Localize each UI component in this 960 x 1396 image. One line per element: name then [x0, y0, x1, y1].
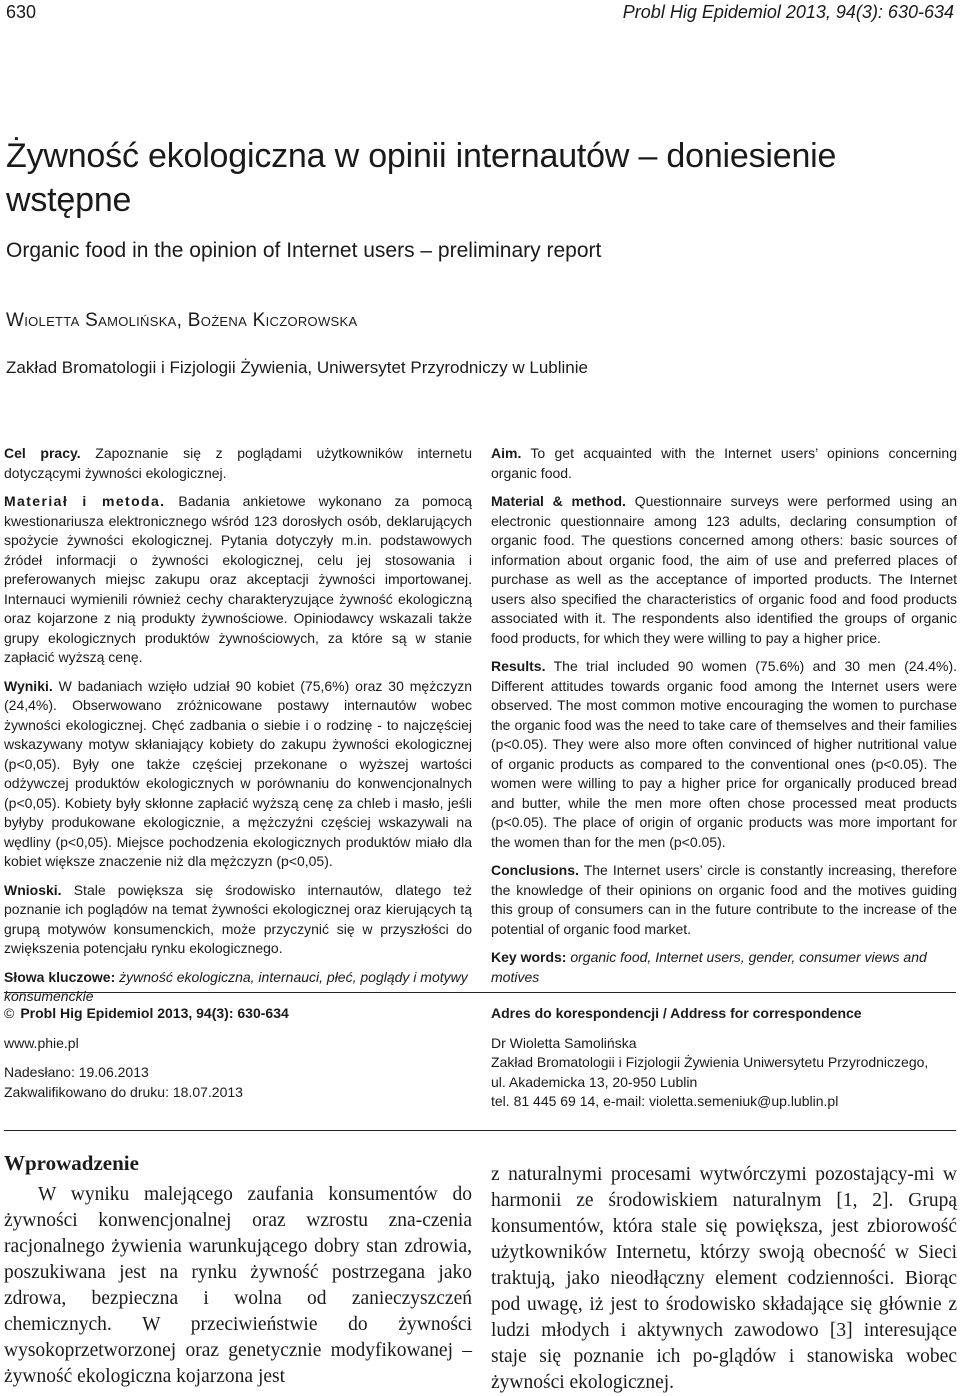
abstract-en-results-text: The trial included 90 women (75.6%) and 30 men (24.4%). Different attitudes towards organic food among the Internet users were observed. The most common motive encouraging the women to purchase the organic food was the need to take care of themselves and their families (p<0.05). They were also more often convinced of higher nutritional value of organic products as compared to the conventional ones (p<0.05). The women were willing to pay a higher price for organically produced bread and butter, while the men more often chose processed meat products (p<0.05). The place of origin of organic products was more important for the women than for the men (p<0.05). [491, 658, 957, 850]
abstract-pl-results [4, 677, 472, 872]
article-title-english: Organic food in the opinion of Internet users – preliminary report [6, 239, 602, 262]
correspondence-heading: Adres do korespondencji / Address for correspondence [491, 1005, 862, 1021]
abstract-pl-method-label: Materiał i metoda. [4, 493, 166, 509]
abstract-en-aim [491, 444, 957, 483]
abstract-pl-conclusions [4, 881, 472, 959]
abstract-en-keywords [491, 948, 957, 987]
abstract-en-keywords-label: Key words: [491, 949, 567, 965]
abstract-en-conclusions-text: The Internet users’ circle is constantly increasing, therefore the knowledge of their opinions on organic food and the motives guiding this group of consumers can in the future contribute to the increase of the potential of organic food market. [491, 862, 957, 937]
abstract-pl-conclusions-text: Stale powiększa się środowisko internautów, dlatego też poznanie ich poglądów na temat żywności ekologicznej oraz kierujących tą grupą motywów konsumenckich, może przyczynić się w przyszłości do zwiększenia potencjału rynku ekologicznego. [4, 881, 472, 956]
abstract-pl-aim [4, 444, 472, 483]
article-title-polish: Żywność ekologiczna w opinii internautów – doniesienie wstępne [6, 137, 837, 219]
correspondence-contact: tel. 81 445 69 14, e-mail: violetta.semeniuk@up.lublin.pl [491, 1093, 839, 1109]
abstract-pl-aim-text: Zapoznanie się z poglądami użytkowników internetu dotyczącymi żywności ekologicznej. [4, 445, 472, 481]
abstract-pl-results-label: Wyniki. [4, 677, 53, 694]
correspondence-name: Dr Wioletta Samolińska [491, 1034, 637, 1051]
body-right-column [491, 1162, 957, 1396]
abstract-pl-method-text: Badania ankietowe wykonano za pomocą kwestionariusza elektronicznego wśród 123 dorosłych osób, deklarujących spożycie żywności ekologicznej. Pytania dotyczyły m.in. podstawowych źródeł informacji o żywności ekologicznej, celu jej stosowania i preferowanych miejsc zakupu oraz akceptacji żywności importowanej. Internauci wymienili również cechy charakteryzujące żywność ekologiczną oraz kojarzone z nią produkty żywnościowe. Opiniodawcy wskazali także grupy ekologicznych produktów żywnościowych, za które są w stanie zapłacić wyższą cenę. [4, 493, 472, 665]
body-paragraph-left: W wyniku malejącego zaufania konsumentów do żywności konwencjonalnej oraz wzrostu zna-czenia racjonalnego żywienia warunkującego dobry stan zdrowia, poszukiwana jest na rynku żywność postrzegana jako zdrowa, bezpieczna i wolna od zanieczyszczeń chemicznych. W przeciwieństwie do żywności wysokoprzetworzonej oraz genetycznie modyfikowanej – żywność ekologiczna kojarzona jest [4, 1184, 472, 1387]
divider-top [4, 992, 956, 993]
abstract-pl-keywords [4, 968, 472, 1007]
divider-bottom [4, 1130, 956, 1131]
body-paragraph-right: z naturalnymi procesami wytwórczymi pozostający-mi w harmonii ze środowiskiem naturalnym [1, 2]. Grupą konsumentów, która stale się powiększa, jest zbiorowość użytkowników Internetu, którzy swoją obecność w Sieci traktują, jako nieodłączny element codzienności. Biorąc pod uwagę, iż jest to środowisko składające się głównie z ludzi młodych i aktywnych zawodowo [3] interesujące staje się poznanie ich po-glądów i stanowiska wobec żywności ekologicznej. [491, 1164, 957, 1393]
website[interactable]: www.phie.pl [4, 1034, 79, 1051]
accepted-date: Zakwalifikowano do druku: 18.07.2013 [4, 1083, 243, 1100]
section-heading: Wprowadzenie [4, 1151, 139, 1175]
abstract-en-method [491, 492, 957, 648]
abstract-pl-method [4, 492, 472, 668]
abstract-pl-results-text: W badaniach wzięło udział 90 kobiet (75,6%) oraz 30 mężczyzn (24,4%). Obserwowano zróżnicowane postawy internautów wobec żywności ekologicznej. Chęć zadbania o siebie i o rodzinę - to najczęściej wskazywany motyw skłaniający kobiety do zakupu żywności ekologicznej (p<0,05). Były one także częściej przekonane o wyższej wartości odżywczej produktów ekologicznych w porównaniu do konwencjonalnych (p<0,05). Kobiety były skłonne zapłacić wyższą cenę za chleb i masło, jeśli byłyby produkowane ekologicznie, a mężczyźni częściej wskazywali na wędliny (p<0,05). Miejsce pochodzenia ekologicznych produktów miało dla kobiet większe znaczenie niż dla mężczyzn (p<0,05). [4, 677, 472, 869]
journal-reference: Probl Hig Epidemiol 2013, 94(3): 630-634 [622, 2, 954, 22]
abstract-en-keywords-text: organic food, Internet users, gender, consumer views and motives [491, 949, 927, 985]
publication-metadata [4, 1004, 472, 1102]
abstract-en-aim-text: To get acquainted with the Internet users’ opinions concerning organic food. [491, 445, 957, 481]
correspondence-institution: Zakład Bromatologii i Fizjologii Żywienia Uniwersytetu Przyrodniczego, [491, 1054, 929, 1070]
abstract-en-conclusions-label: Conclusions. [491, 862, 579, 878]
authors: Wioletta Samolińska, Bożena Kiczorowska [6, 310, 358, 331]
abstract-english [491, 444, 957, 996]
body-left-column [4, 1150, 472, 1390]
received-date: Nadesłano: 19.06.2013 [4, 1064, 149, 1080]
abstract-en-results [491, 657, 957, 852]
abstract-pl-conclusions-label: Wnioski. [4, 881, 62, 898]
abstract-en-method-text: Questionnaire surveys were performed using an electronic questionnaire among 123 adults, declaring consumption of organic food. The questions concerned among others: basic sources of information about organic food, the aim of use and preferred places of purchase as well as the acceptance of imported products. The Internet users also specified the characteristics of organic food and food products associated with it. The respondents also identified the groups of organic food products, for which they were willing to pay a higher price. [491, 493, 957, 646]
affiliation: Zakład Bromatologii i Fizjologii Żywienia, Uniwersytet Przyrodniczy w Lublinie [6, 358, 588, 377]
abstract-pl-keywords-label: Słowa kluczowe: [4, 968, 116, 985]
abstract-en-method-label: Material & method. [491, 493, 626, 509]
abstract-en-results-label: Results. [491, 658, 546, 674]
page-header [0, 0, 960, 30]
abstract-en-conclusions [491, 861, 957, 939]
copyright-text: Probl Hig Epidemiol 2013, 94(3): 630-634 [20, 1005, 289, 1021]
abstract-pl-keywords-text: żywność ekologiczna, internauci, płeć, poglądy i motywy konsumenckie [4, 968, 468, 1004]
correspondence-address [491, 1004, 957, 1112]
page-number: 630 [6, 2, 37, 22]
correspondence-street: ul. Akademicka 13, 20-950 Lublin [491, 1073, 698, 1090]
copyright-line [4, 1004, 472, 1024]
abstract-pl-aim-label: Cel pracy. [4, 445, 81, 461]
abstract-en-aim-label: Aim. [491, 445, 522, 461]
copyright-icon: © [4, 1005, 15, 1021]
abstract-polish [4, 444, 472, 1016]
